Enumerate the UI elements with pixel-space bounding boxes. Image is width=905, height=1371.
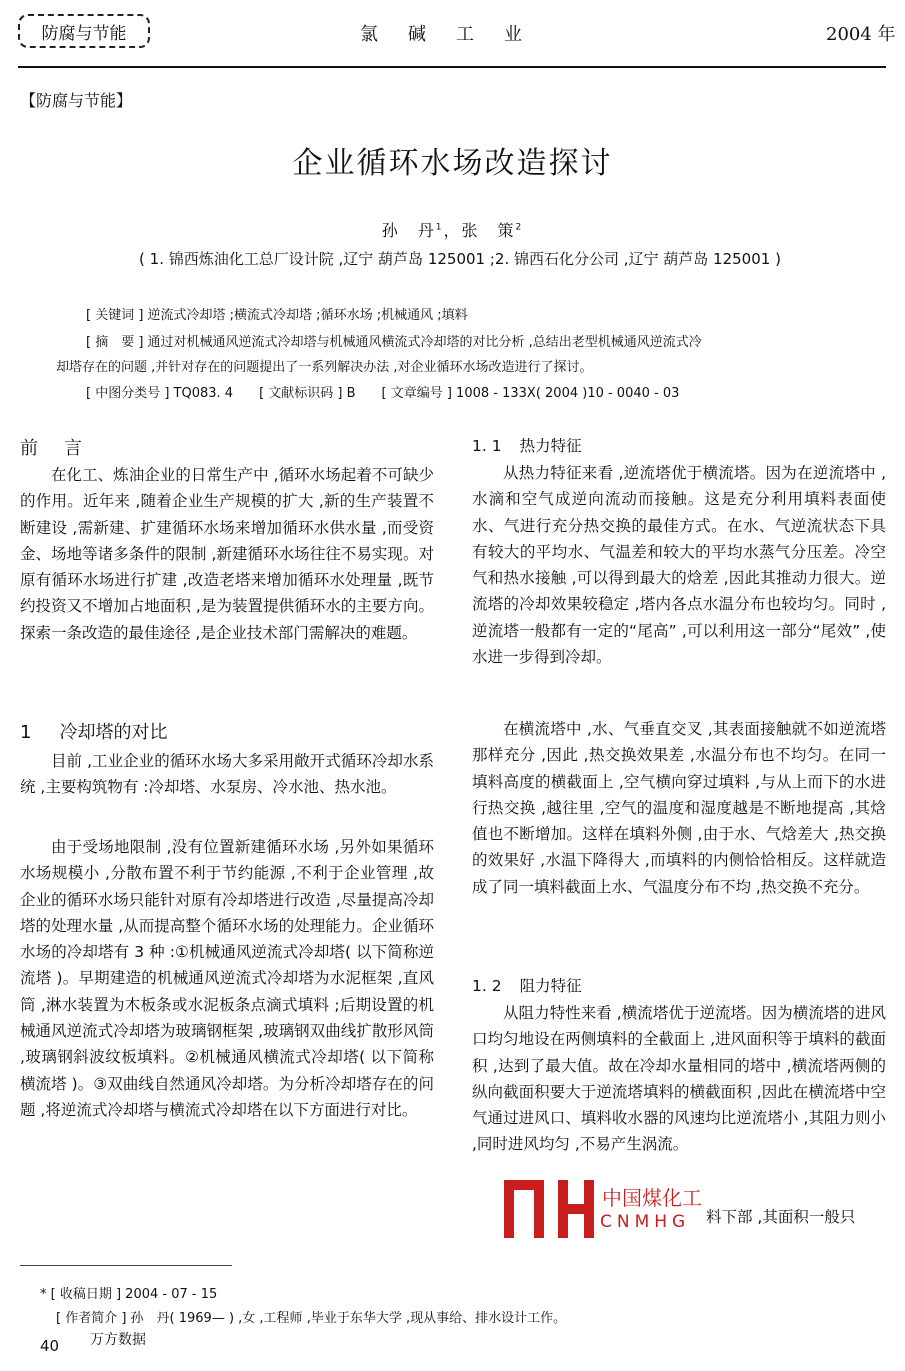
watermark-cn: 中国煤化工 xyxy=(600,1182,704,1211)
affiliation: ( 1. 锦西炼油化工总厂设计院 ,辽宁 葫芦岛 125001 ;2. 锦西石化分公司 ,辽宁 葫芦岛 125001 ) xyxy=(139,250,781,268)
author-name: 张 策 xyxy=(461,221,516,240)
keywords: [ 关键词 ] 逆流式冷却塔 ;横流式冷却塔 ;循环水场 ;机械通风 ;填料 xyxy=(86,308,468,323)
paragraph: 由于受场地限制 ,没有位置新建循环水场 ,另外如果循环水场规模小 ,分散布置不利于节约能源 ,不利于企业管理 ,故企业的循环水场只能针对原有冷却塔进行改造 ,尽量提高冷却塔的处理水量 ,从而提高整个循环水场的处理能力。企业循环水场的冷却塔有 3 种 :①机械通风逆流式冷却塔( 以下简称逆流塔 )。早期建造的机械通风逆流式冷却塔为水泥框架 ,直风筒 ,淋水装置为木板条或水泥板条点滴式填料 ;后期设置的机械通风逆流式冷却塔为玻璃钢框架 ,玻璃钢双曲线扩散形风筒 ,玻璃钢斜波纹板填料。②机械通风横流式冷却塔( 以下简称横流塔 )。③双曲线自然通风冷却塔。为分析冷却塔存在的问题 ,将逆流式冷却塔与横流式冷却塔在以下方面进行对比。 xyxy=(20,838,434,1119)
author-affil-mark: 2 xyxy=(515,222,524,233)
paragraph: 在化工、炼油企业的日常生产中 ,循环水场起着不可缺少的作用。近年来 ,随着企业生产规模的扩大 ,新的生产装置不断建设 ,需新建、扩建循环水场来增加循环水供水量 ,而受资金、场地等诸多条件的限制 ,新建循环水场往往不易实现。对原有循环水场进行扩建 ,改造老塔来增加循环水处理量 ,既节约投资又不增加占地面积 ,是为装置提供循环水的主要方向。探索一条改造的最佳途径 ,是企业技术部门需解决的难题。 xyxy=(20,466,434,642)
subsection-number: 1. 1 xyxy=(472,437,502,455)
author-bio: [ 作者简介 ] 孙 丹( 1969— ) ,女 ,工程师 ,毕业于东华大学 ,现从事给、排水设计工作。 xyxy=(56,1311,567,1326)
subsection-title: 阻力特征 xyxy=(519,977,582,995)
article-title: 企业循环水场改造探讨 xyxy=(292,146,613,181)
classification-info: [ 中图分类号 ] TQ083. 4 [ 文献标识码 ] B [ 文章编号 ] 1008 - 133X( 2004 )10 - 0040 - 03 xyxy=(86,386,680,401)
header-divider xyxy=(18,66,886,68)
author-name: 孙 丹 xyxy=(381,221,436,240)
received-date: * [ 收稿日期 ] 2004 - 07 - 15 xyxy=(40,1287,218,1302)
footnote-divider xyxy=(20,1265,232,1266)
section-number: 1 xyxy=(20,722,32,743)
watermark-en: CNMHG xyxy=(600,1212,691,1232)
issue-year: 2004 年 xyxy=(826,24,896,45)
page-number: 40 xyxy=(40,1337,60,1355)
subsection-heading-1-1 xyxy=(472,434,582,456)
abstract-line: [ 摘 要 ] 通过对机械通风逆流式冷却塔与机械通风横流式冷却塔的对比分析 ,总结出老型机械通风逆流式冷 xyxy=(86,335,702,350)
journal-name: 氯碱工业 xyxy=(360,24,552,45)
source-mark: 万方数据 xyxy=(90,1332,146,1348)
abstract-line: 却塔存在的问题 ,并针对存在的问题提出了一系列解决办法 ,对企业循环水场改造进行了探讨。 xyxy=(56,360,593,375)
paragraph: 从热力特征来看 ,逆流塔优于横流塔。因为在逆流塔中 ,水滴和空气成逆向流动而接触。这是充分利用填料表面使水、气进行充分热交换的最佳方式。在水、气逆流状态下具有较大的平均水、气温差和较大的平均水蒸气分压差。冷空气和热水接触 ,可以得到最大的焓差 ,因此其推动力很大。逆流塔的冷却效果较稳定 ,塔内各点水温分布也较均匀。同时 ,逆流塔一般都有一定的“尾高” ,可以利用这一部分“尾效” ,使水进一步得到冷却。 xyxy=(472,464,886,667)
subsection-heading-1-2 xyxy=(472,974,582,996)
paragraph: 在横流塔中 ,水、气垂直交叉 ,其表面接触就不如逆流塔那样充分 ,因此 ,热交换效果差 ,水温分布也不均匀。在同一填料高度的横截面上 ,空气横向穿过填料 ,与从上而下的水进行热交换 ,越往里 ,空气的温度和湿度越是不断地提高 ,其焓值也不断增加。这样在填料外侧 ,由于水、气焓差大 ,热交换的效果好 ,水温下降得大 ,而填料的内侧恰恰相反。这样就造成了同一填料截面上水、气温度分布不均 ,热交换不充分。 xyxy=(472,720,886,896)
author-line xyxy=(0,218,905,241)
section-heading-intro: 前 言 xyxy=(20,438,86,459)
subsection-number: 1. 2 xyxy=(472,977,502,995)
section-badge: 防腐与节能 xyxy=(18,14,150,48)
paragraph: 从阻力特性来看 ,横流塔优于逆流塔。因为横流塔的进风口均匀地设在两侧填料的全截面上 ,进风面积等于填料的截面积 ,达到了最大值。故在冷却水量相同的塔中 ,横流塔两侧的纵向截面积要大于逆流塔填料的横截面积 ,因此在横流塔中空气通过进风口、填料收水器的风速均比逆流塔小 ,其阻力则小 ,同时进风均匀 ,不易产生涡流。 xyxy=(472,1004,886,1154)
subsection-title: 热力特征 xyxy=(519,437,582,455)
paragraph-fragment: 料下部 ,其面积一般只 xyxy=(706,1208,856,1226)
section-title: 冷却塔的对比 xyxy=(59,722,168,743)
section-heading-1 xyxy=(20,718,167,744)
paragraph: 目前 ,工业企业的循环水场大多采用敞开式循环冷却水系统 ,主要构筑物有 :冷却塔、水泵房、冷水池、热水池。 xyxy=(20,752,434,797)
column-tag: 【防腐与节能】 xyxy=(20,91,133,110)
author-separator: ， xyxy=(443,221,462,240)
author-affil-mark: 1 xyxy=(435,222,444,233)
